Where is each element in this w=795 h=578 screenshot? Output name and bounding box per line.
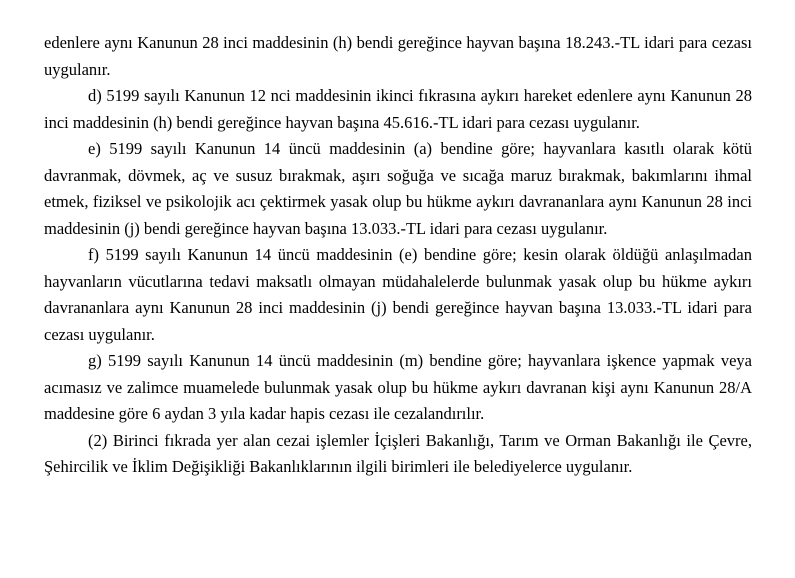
paragraph-d: d) 5199 sayılı Kanunun 12 nci maddesinin ikinci fıkrasına aykırı hareket edenlere aynı Kanunun 28 inci maddesinin (h) bendi gereğince hayvan başına 45.616.-TL idari para cezası uygulanır. (44, 86, 752, 132)
paragraph-f: f) 5199 sayılı Kanunun 14 üncü maddesinin (e) bendine göre; kesin olarak öldüğü anlaşılmadan hayvanların vücutlarına tedavi maksatlı olmayan müdahalelerde bulunmak yasak olup bu hükme aykırı davrananlara aynı Kanunun 28 inci maddesinin (j) bendi gereğince hayvan başına 13.033.-TL idari para cezası uygulanır. (44, 245, 752, 344)
document-page (44, 30, 752, 481)
paragraph-e: e) 5199 sayılı Kanunun 14 üncü maddesinin (a) bendine göre; hayvanlara kasıtlı olarak kötü davranmak, dövmek, aç ve susuz bırakmak, aşırı soğuğa ve sıcağa maruz bırakmak, bakımlarını ihmal etmek, fiziksel ve psikolojik acı çektirmek yasak olup bu hükme aykırı davrananlara aynı Kanunun 28 inci maddesinin (j) bendi gereğince hayvan başına 13.033.-TL idari para cezası uygulanır. (44, 139, 752, 238)
paragraph-c-continuation: edenlere aynı Kanunun 28 inci maddesinin (h) bendi gereğince hayvan başına 18.243.-TL idari para cezası uygulanır. (44, 33, 752, 79)
paragraph-2: (2) Birinci fıkrada yer alan cezai işlemler İçişleri Bakanlığı, Tarım ve Orman Bakanlığı ile Çevre, Şehircilik ve İklim Değişikliği Bakanlıklarının ilgili birimleri ile belediyelerce uygulanır. (44, 430, 752, 476)
paragraph-g: g) 5199 sayılı Kanunun 14 üncü maddesinin (m) bendine göre; hayvanlara işkence yapmak veya acımasız ve zalimce muamelede bulunmak yasak olup bu hükme aykırı davranan kişi aynı Kanunun 28/A maddesine göre 6 aydan 3 yıla kadar hapis cezası ile cezalandırılır. (44, 351, 752, 423)
